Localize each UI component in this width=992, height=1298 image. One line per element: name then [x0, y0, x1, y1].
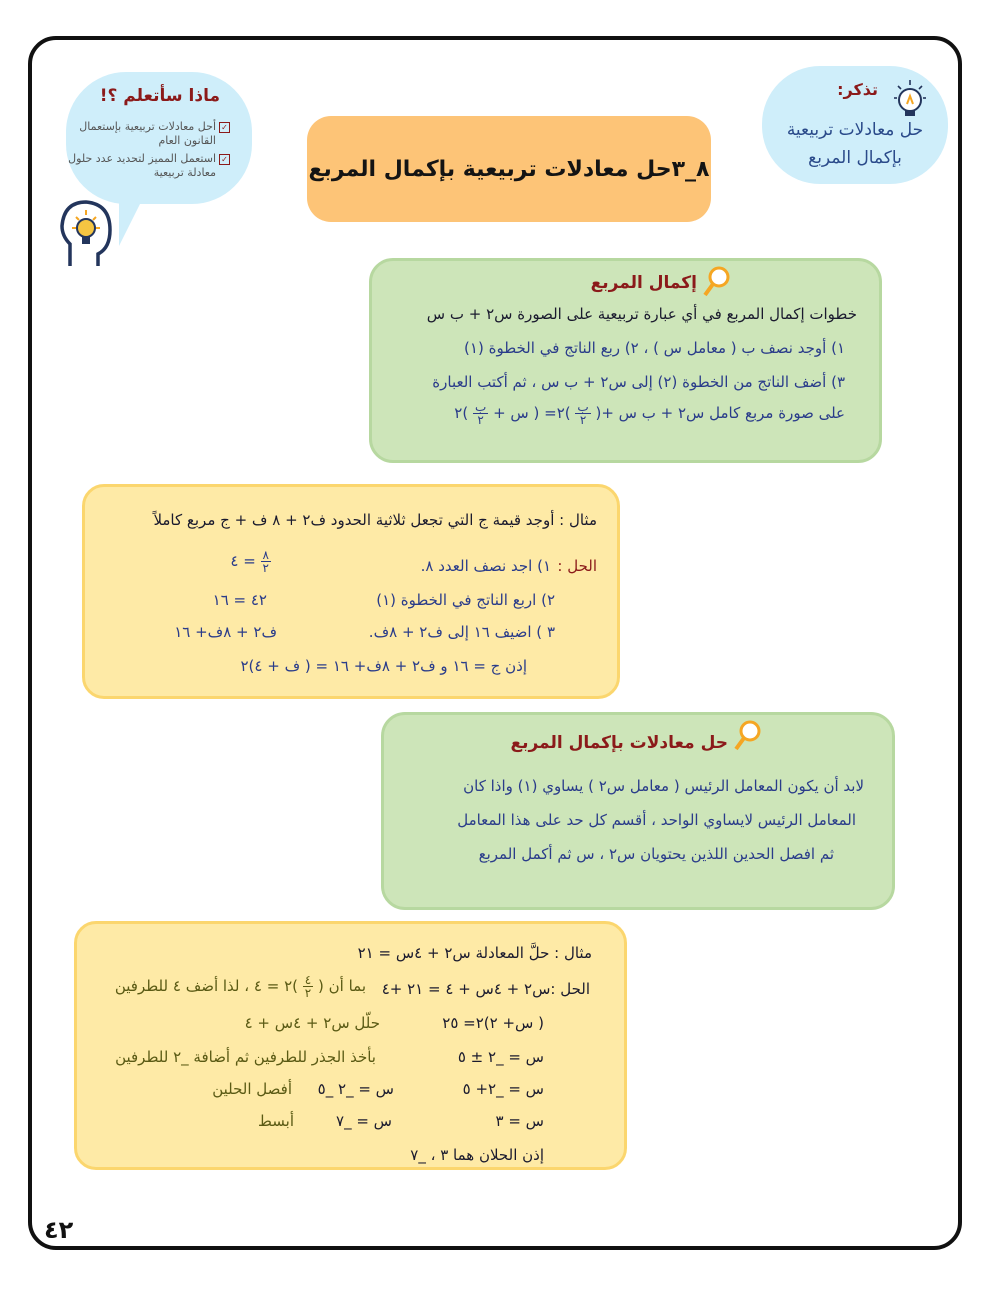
step-3-formula: على صورة مربع كامل س٢ + ب س +( $\frac{\text{ب}}{٢}$ )٢= ( س + $\frac{\text{ب}}{٢}$ )٢: [454, 400, 845, 427]
steps-intro: خطوات إكمال المربع في أي عبارة تربيعية على الصورة س٢ + ب س: [426, 305, 857, 323]
learn-item: ✓ أحل معادلات تربيعية بإستعمال القانون العام: [66, 120, 230, 148]
checkbox-icon: ✓: [219, 154, 230, 165]
learn-title: ماذا سأتعلم ؟!: [99, 86, 220, 106]
example-1-step-2: ٢) اربع الناتج في الخطوة (١): [376, 591, 555, 609]
complete-square-heading: إكمال المربع: [590, 273, 697, 293]
example-2-row-4-eq-a: س = _٢+ ٥: [462, 1080, 544, 1098]
example-1-box: [82, 484, 620, 699]
remember-title: تذكر:: [837, 80, 878, 99]
example-1-conclusion: إذن ج = ١٦ و ف٢ + ٨ف+ ١٦ = ( ف + ٤)٢: [240, 657, 527, 675]
example-1-step-3-result: ف٢ + ٨ف+ ١٦: [174, 623, 277, 641]
complete-square-box: [369, 258, 882, 463]
step-1-2: ١) أوجد نصف ب ( معامل س ) ، ٢) ربع الناتج في الخطوة (١): [464, 339, 845, 357]
step-3: ٣) أضف الناتج من الخطوة (٢) إلى س٢ + ب س ، ثم أكتب العبارة: [432, 373, 845, 391]
example-1-step-1: ١) اجد نصف العدد ٨.: [420, 557, 551, 575]
example-2-row-5-eq-b: س = _٧: [336, 1112, 392, 1130]
head-lightbulb-icon: [58, 196, 114, 270]
page-number: ٤٢: [44, 1216, 74, 1244]
rule-line-1: لابد أن يكون المعامل الرئيس ( معامل س٢ ) يساوي (١) واذا كان: [463, 777, 864, 795]
rule-line-3: ثم افصل الحدين اللذين يحتويان س٢ ، س ثم أكمل المربع: [478, 845, 834, 863]
checkbox-icon: ✓: [219, 122, 230, 133]
example-1-step-3: ٣ ) اضيف ١٦ إلى ف٢ + ٨ف.: [368, 623, 555, 641]
magnifier-icon: [732, 719, 762, 753]
learn-item: ✓ استعمل المميز لتحديد عدد حلول معادلة تربيعية: [66, 152, 230, 180]
rule-line-2: المعامل الرئيس لايساوي الواحد ، أقسم كل حد على هذا المعامل: [457, 811, 856, 829]
lightbulb-icon: [888, 76, 932, 120]
example-2-row-3-eq: س = _٢ ± ٥: [457, 1048, 544, 1066]
example-2-row-3-note: بأخذ الجذر للطرفين ثم أضافة _٢ للطرفين: [115, 1048, 376, 1066]
lesson-title: ٨_٣حل معادلات تربيعية بإكمال المربع: [308, 156, 710, 182]
magnifier-icon: [701, 265, 731, 299]
example-2-row-5-eq-a: س = ٣: [495, 1112, 544, 1130]
example-2-solution: الحل :س٢ + ٤س + ٤ = ٢١ +٤: [381, 980, 590, 998]
example-2-question: مثال : حلَّ المعادلة س٢ + ٤س = ٢١: [357, 944, 592, 962]
fraction-b-over-2: $\frac{\text{ب}}{٢}$: [577, 400, 589, 427]
example-2-row-5-note: أبسط: [258, 1112, 294, 1130]
solve-by-square-heading: حل معادلات بإكمال المربع: [510, 733, 728, 753]
example-2-row-2-eq: ( س+ ٢)٢= ٢٥: [442, 1014, 544, 1032]
fraction-b-over-2: $\frac{\text{ب}}{٢}$: [475, 400, 487, 427]
example-2-row-4-note: أفصل الحلين: [212, 1080, 292, 1098]
example-2-box: [74, 921, 627, 1170]
example-2-row-2-note: حلّل س٢ + ٤س + ٤: [244, 1014, 380, 1032]
solve-by-square-box: [381, 712, 895, 910]
remember-body: حل معادلات تربيعية بإكمال المربع: [786, 120, 924, 168]
example-1-solution-label: الحل :: [557, 557, 597, 575]
example-2-conclusion: إذن الحلان هما ٣ ، _٧: [410, 1146, 544, 1164]
example-2-row-4-eq-b: س = _٢ _٥: [317, 1080, 394, 1098]
example-2-solution-note: بما أن ( $\frac{٤}{٢}$ )٢ = ٤ ، لذا أضف ٤ للطرفين: [114, 973, 366, 1000]
example-1-step-1-result: $\frac{٨}{٢}$ = ٤: [230, 548, 269, 575]
example-1-question: مثال : أوجد قيمة ج التي تجعل ثلاثية الحدود ف٢ + ٨ ف + ج مربع كاملاً: [153, 511, 597, 529]
learn-list: [66, 120, 230, 184]
learn-bubble: [66, 72, 252, 204]
lesson-title-box: [307, 116, 711, 222]
example-1-step-2-result: ٤٢ = ١٦: [212, 591, 267, 609]
